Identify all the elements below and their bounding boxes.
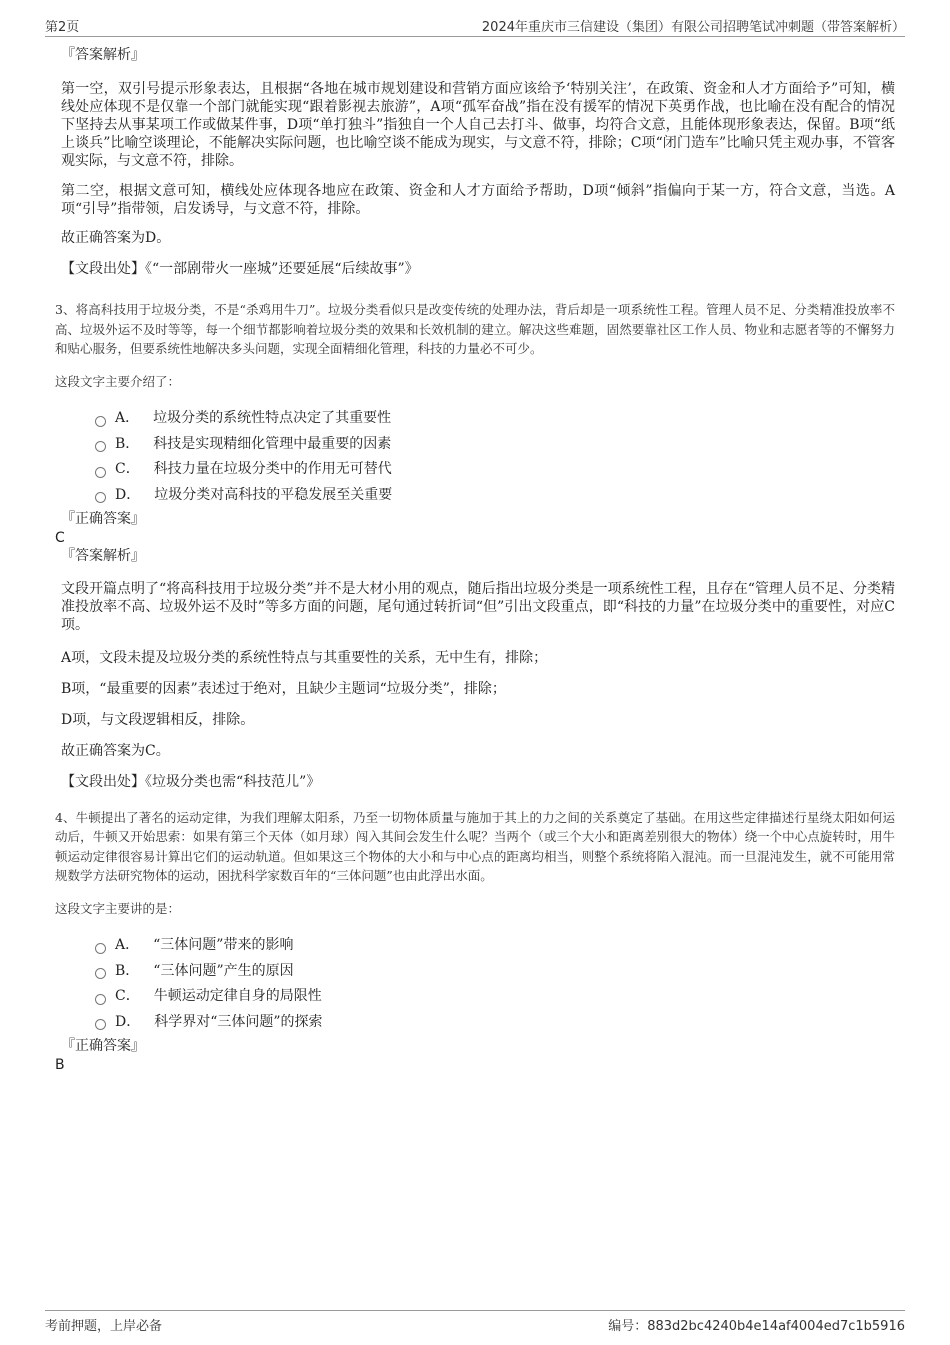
- q3-option-b[interactable]: B． 科技是实现精细化管理中最重要的因素: [95, 431, 895, 457]
- radio-button[interactable]: [95, 994, 106, 1005]
- q4-option-a[interactable]: A． “三体问题”带来的影响: [95, 933, 895, 959]
- q2-source: 【文段出处】《“一部剧带火一座城”还要延展“后续故事”》: [61, 261, 419, 277]
- q3-analysis-paragraph: B项，“最重要的因素”表述过于绝对，且缺少主题词“垃圾分类”，排除；: [61, 680, 506, 697]
- q4-answer-label: 『正确答案』: [61, 1037, 145, 1054]
- q3-option-c[interactable]: C． 科技力量在垃圾分类中的作用无可替代: [95, 457, 895, 483]
- q3-source: 【文段出处】《垃圾分类也需“科技范儿”》: [61, 773, 321, 790]
- q3-analysis-paragraph: A项，文段未提及垃圾分类的系统性特点与其重要性的关系，无中生有，排除；: [61, 649, 548, 666]
- radio-button[interactable]: [95, 416, 106, 427]
- radio-button[interactable]: [95, 467, 106, 478]
- q2-analysis-paragraph: 第一空，双引号提示形象表达，且根据“各地在城市规划建设和营销方面应该给予‘特别关注’，在政策、资金和人才方面给予”可知，横线处应体现不是仅靠一个部门就能实现“跟着影视去旅游”，A项“孤军奋战”指在没有援军的情况下英勇作战，也比喻在没有配合的情况下坚持去从事某项工作或做某件事，D项“单打独斗”指独自一个人自己去打斗、做事，均符合文意，且能体现形象表达，保留。B项“纸上谈兵”比喻空谈理论，不能解决实际问题，也比喻空谈不能成为现实，与文意不符，排除；C项“闭门造车”比喻只凭主观办事，不管客观实际，与文意不符，排除。: [61, 81, 895, 169]
- document-code: 编号：883d2bc4240b4e14af4004ed7c1b5916: [608, 1319, 905, 1334]
- q3-answer-label: 『正确答案』: [61, 510, 145, 527]
- q4-option-b[interactable]: B． “三体问题”产生的原因: [95, 958, 895, 984]
- radio-button[interactable]: [95, 492, 106, 503]
- q3-option-d[interactable]: D． 垃圾分类对高科技的平稳发展至关重要: [95, 482, 895, 508]
- page-content: [55, 46, 895, 1074]
- q4-stem: 4、牛顿提出了著名的运动定律，为我们理解太阳系，乃至一切物体质量与施加于其上的力之间的关系奠定了基础。在用这些定律描述行星绕太阳如何运动后，牛顿又开始思索：如果有第三个天体（如月球）闯入其间会发生什么呢？当两个（或三个大小和距离差别很大的物体）绕一个中心点旋转时，用牛顿运动定律很容易计算出它们的运动轨道。但如果这三个物体的大小和与中心点的距离均相当，则整个系统将陷入混沌。而一旦混沌发生，就不可能用常规数学方法研究物体的运动，困扰科学家数百年的“三体问题”也由此浮出水面。: [55, 809, 895, 883]
- q3-stem: 3、将高科技用于垃圾分类，不是“杀鸡用牛刀”。垃圾分类看似只是改变传统的处理办法，背后却是一项系统性工程。管理人员不足、分类精准投放率不高、垃圾外运不及时等等，每一个细节都影响着垃圾分类的效果和长效机制的建立。解决这些难题，固然要靠社区工作人员、物业和志愿者等的不懈努力和贴心服务，但要系统性地解决多头问题，实现全面精细化管理，科技的力量必不可少。: [55, 302, 895, 356]
- q4-answer: B: [55, 1056, 65, 1073]
- q4-options: [95, 933, 895, 1035]
- radio-button[interactable]: [95, 1019, 106, 1030]
- q2-analysis-label: 『答案解析』: [61, 47, 145, 63]
- page-header: [45, 14, 905, 37]
- q4-prompt: 这段文字主要讲的是：: [55, 900, 181, 916]
- radio-button[interactable]: [95, 943, 106, 954]
- page-footer: [45, 1310, 905, 1333]
- q3-prompt: 这段文字主要介绍了：: [55, 373, 181, 389]
- q3-conclusion: 故正确答案为C。: [61, 742, 170, 759]
- radio-button[interactable]: [95, 441, 106, 452]
- q3-options: [95, 406, 895, 508]
- q3-analysis-label: 『答案解析』: [61, 547, 145, 564]
- q2-analysis-paragraph: 第二空，根据文意可知，横线处应体现各地应在政策、资金和人才方面给予帮助，D项“倾斜”指偏向于某一方，符合文意，当选。A项“引导”指带领，启发诱导，与文意不符，排除。: [61, 183, 895, 217]
- q3-analysis-paragraph: 文段开篇点明了“将高科技用于垃圾分类”并不是大材小用的观点，随后指出垃圾分类是一项系统性工程，且存在“管理人员不足、分类精准投放率不高、垃圾外运不及时”等多方面的问题，尾句通过转折词“但”引出文段重点，即“科技的力量”在垃圾分类中的重要性，对应C项。: [61, 580, 895, 633]
- footer-slogan: 考前押题，上岸必备: [45, 1319, 163, 1334]
- q2-conclusion: 故正确答案为D。: [61, 230, 171, 246]
- q3-answer: C: [55, 529, 65, 546]
- page-number: 第2页: [45, 20, 80, 35]
- q3-analysis-paragraph: D项，与文段逻辑相反，排除。: [61, 711, 255, 728]
- q4-option-d[interactable]: D． 科学界对“三体问题”的探索: [95, 1009, 895, 1035]
- document-title: 2024年重庆市三信建设（集团）有限公司招聘笔试冲刺题（带答案解析）: [481, 20, 905, 35]
- radio-button[interactable]: [95, 968, 106, 979]
- q4-option-c[interactable]: C． 牛顿运动定律自身的局限性: [95, 984, 895, 1010]
- q3-option-a[interactable]: A． 垃圾分类的系统性特点决定了其重要性: [95, 406, 895, 432]
